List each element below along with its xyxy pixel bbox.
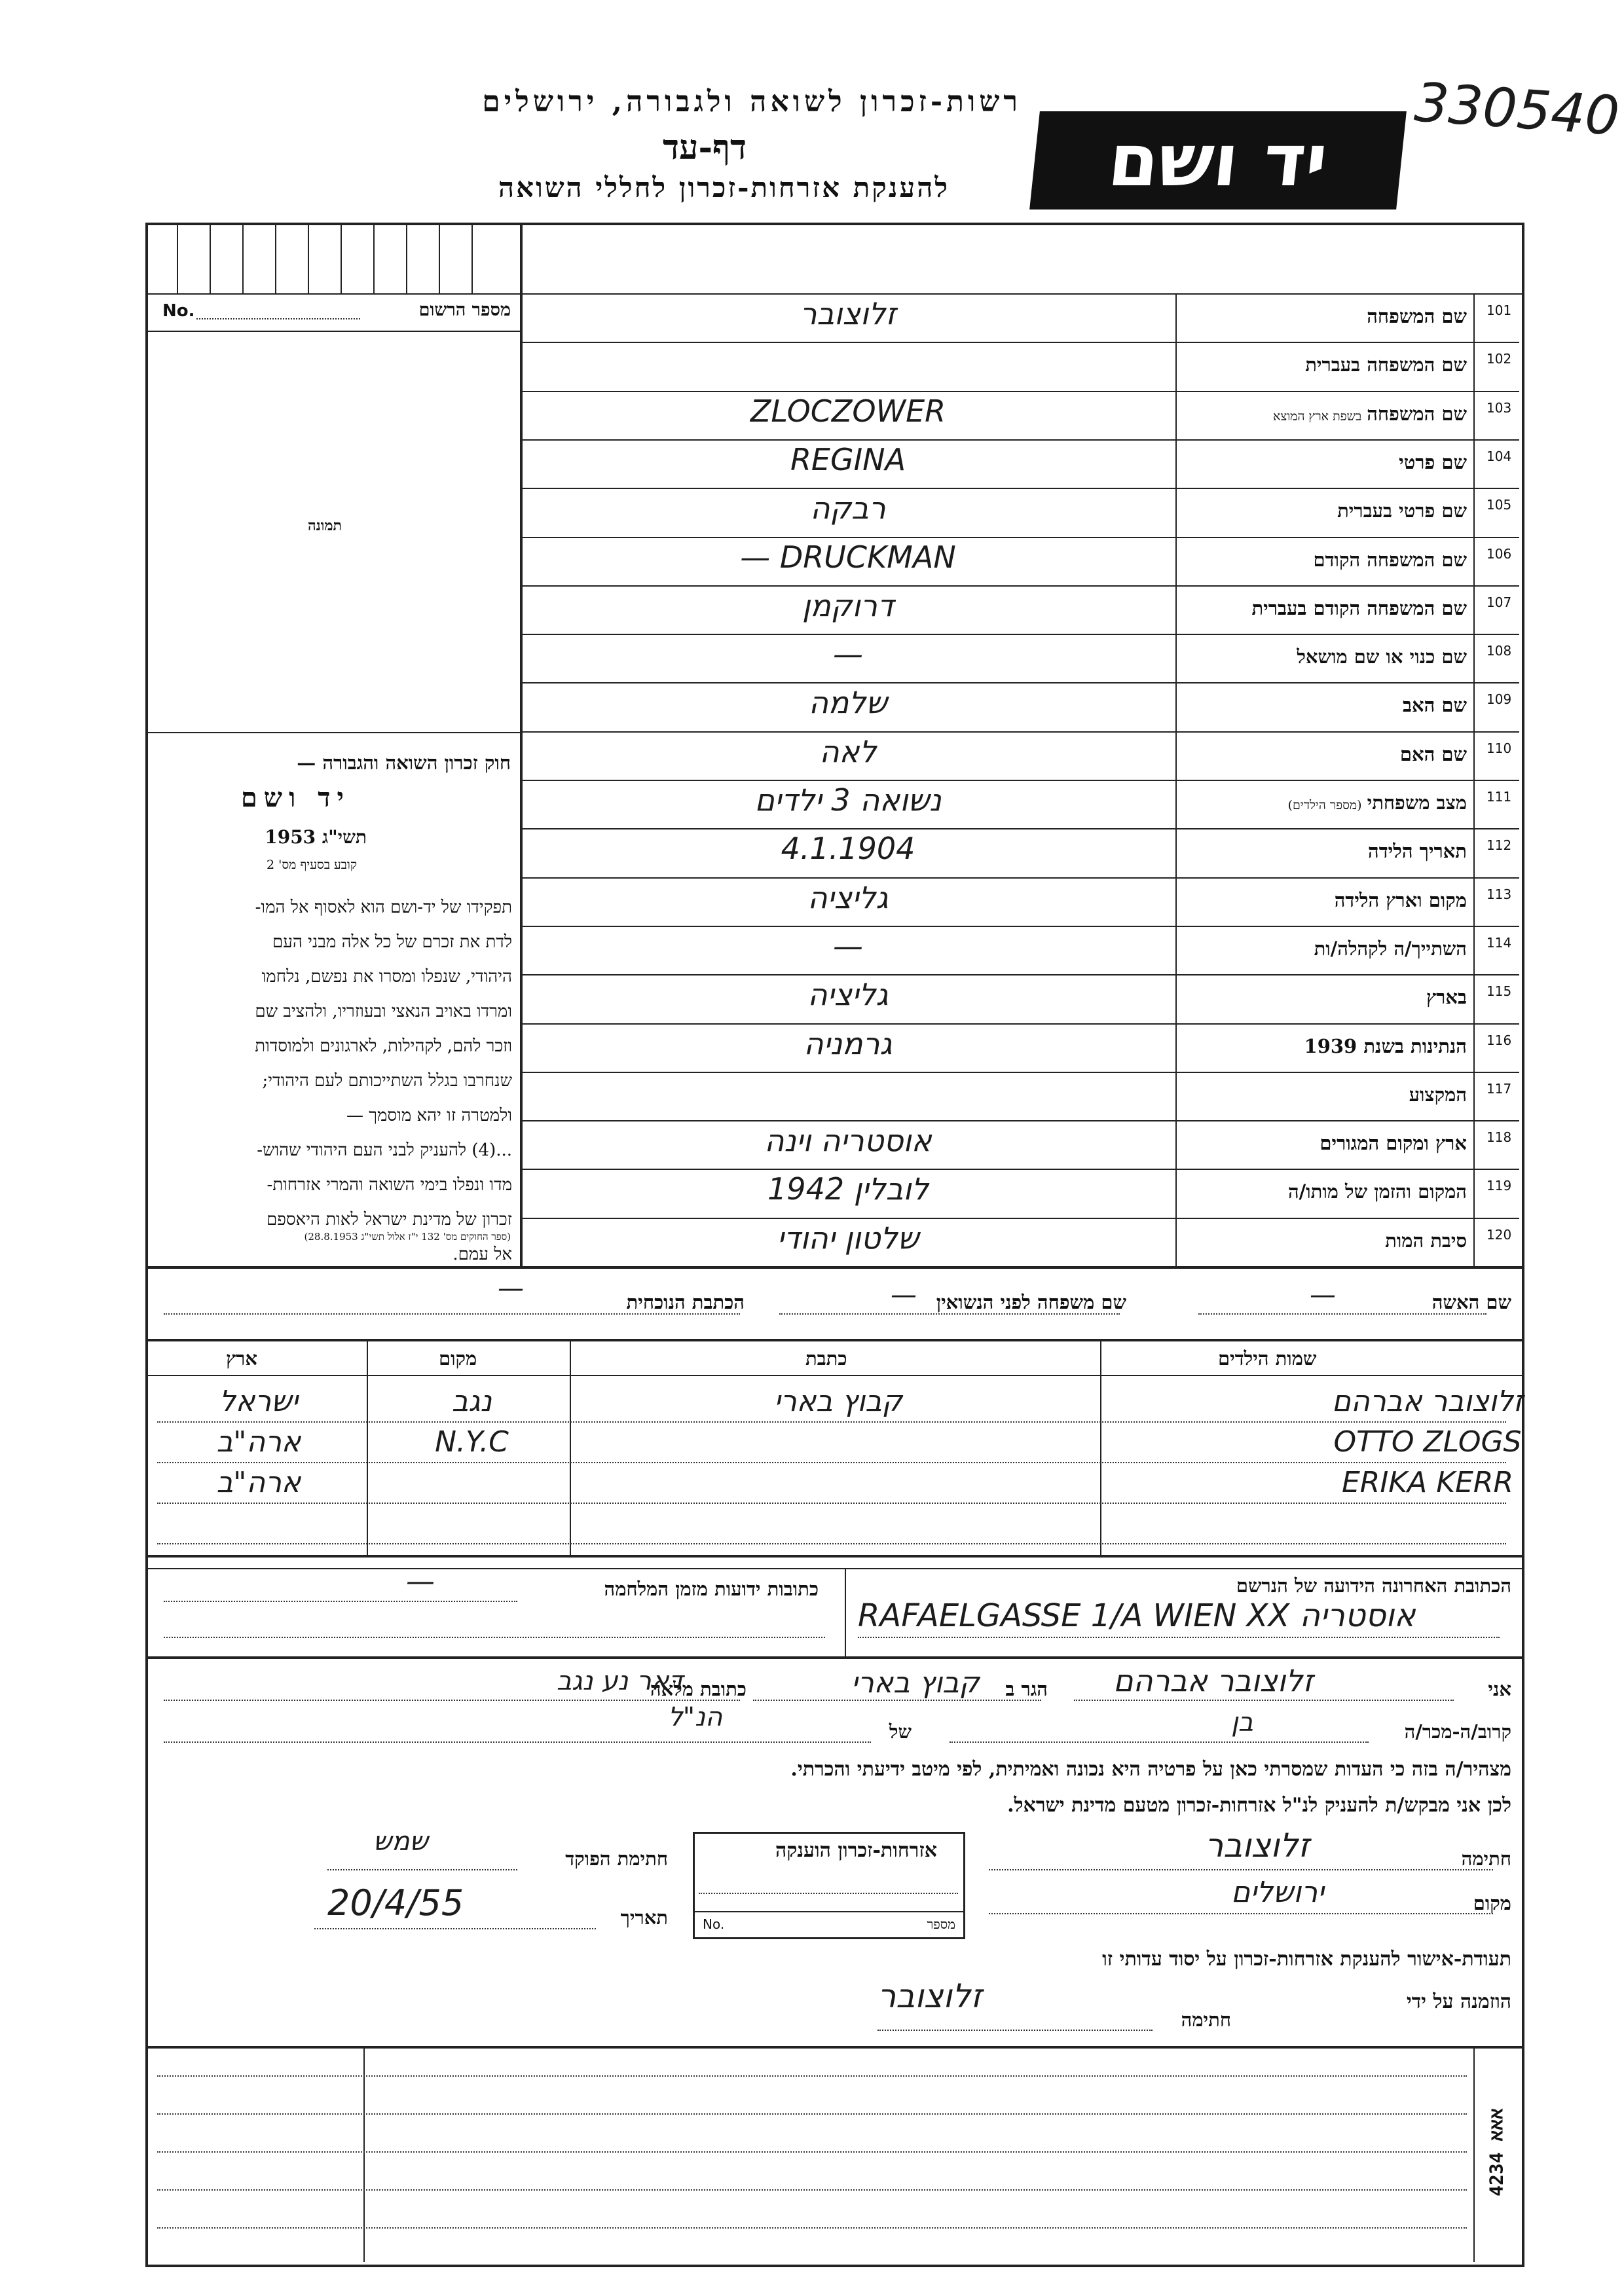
field-label bbox=[1337, 500, 1467, 522]
last-address-label: הכתובת האחרונה הידועה של הנרשם bbox=[1236, 1575, 1511, 1597]
row-divider bbox=[521, 731, 1519, 733]
row-divider bbox=[521, 634, 1519, 635]
row-divider bbox=[521, 585, 1519, 587]
field-value[interactable]: גליציה bbox=[807, 977, 889, 1013]
child-cell: ארה"ב bbox=[216, 1466, 301, 1499]
field-label-text: שם המשפחה הקודם בעברית bbox=[1251, 596, 1467, 619]
field-value[interactable]: ZLOCZOWER bbox=[750, 393, 946, 429]
footer-row-line[interactable] bbox=[157, 2113, 1467, 2115]
child-cell: OTTO ZLOGS bbox=[1333, 1425, 1522, 1459]
field-number: 120 bbox=[1486, 1226, 1512, 1243]
field-value[interactable]: גליציה bbox=[807, 879, 889, 915]
law-line: מדו ונפלו בימי השואה והמרי אזרחות- bbox=[267, 1175, 512, 1195]
child-cell: קבוץ בארי bbox=[774, 1385, 902, 1418]
divider bbox=[145, 1656, 1522, 1659]
place-label: מקום bbox=[1473, 1892, 1511, 1914]
row-divider bbox=[521, 974, 1519, 975]
footer-row-line[interactable] bbox=[157, 2189, 1467, 2191]
field-label-text: המקום והזמן של מותו/ה bbox=[1287, 1180, 1467, 1203]
org-title: רשות-זכרון לשואה ולגבורה, ירושלים bbox=[482, 85, 1022, 118]
field-value[interactable]: שלמה bbox=[808, 685, 888, 721]
relative-label: קרוב/ה-מכר/ה bbox=[1404, 1721, 1511, 1743]
field-number: 108 bbox=[1486, 643, 1512, 659]
wife-value: — bbox=[1310, 1280, 1336, 1310]
citizenship-box-no-label: מספר bbox=[927, 1916, 955, 1932]
field-label-text: שם האב bbox=[1402, 694, 1467, 717]
law-line: היהודי, שנפלו ומסרו את נפשם, נלחמו bbox=[261, 967, 512, 987]
date-value: 20/4/55 bbox=[327, 1882, 464, 1923]
field-number: 103 bbox=[1486, 399, 1512, 416]
children-header: שמות הילדים bbox=[1218, 1347, 1317, 1370]
law-line: ולמטרה זו יהא מוסמך — bbox=[346, 1106, 512, 1125]
maiden-name-field[interactable] bbox=[779, 1313, 1120, 1315]
field-number: 114 bbox=[1486, 934, 1512, 951]
yad-vashem-logo bbox=[1029, 111, 1407, 210]
row-divider bbox=[521, 877, 1519, 879]
field-label bbox=[1409, 1084, 1467, 1106]
law-text bbox=[158, 890, 512, 1272]
relative-field[interactable] bbox=[950, 1741, 1369, 1743]
reg-no-label: מספר הרשום bbox=[418, 300, 511, 320]
field-number: 111 bbox=[1486, 789, 1512, 805]
divider bbox=[145, 1339, 1522, 1341]
field-number: 102 bbox=[1486, 351, 1512, 367]
divider bbox=[145, 331, 521, 332]
footer-row-line[interactable] bbox=[157, 2227, 1467, 2229]
field-label bbox=[1367, 305, 1467, 328]
field-value[interactable]: אוסטריה וינה bbox=[764, 1123, 932, 1159]
resides-field[interactable] bbox=[753, 1700, 1041, 1701]
footer-row-line[interactable] bbox=[157, 2151, 1467, 2153]
field-label bbox=[1314, 938, 1467, 960]
cell-divider bbox=[242, 223, 244, 293]
field-label bbox=[1297, 646, 1467, 668]
field-number: 110 bbox=[1486, 740, 1512, 756]
field-value[interactable]: נשואה 3 ילדים bbox=[754, 782, 942, 818]
col-divider bbox=[845, 1568, 846, 1656]
law-line: וזכר להם, לקהילות, לארגונים ולמוסדות bbox=[255, 1036, 512, 1056]
cell-divider bbox=[341, 223, 342, 293]
field-label bbox=[1273, 403, 1467, 426]
logo-text: יד ושם bbox=[1104, 118, 1332, 202]
law-line: לדת את זכרם של כל אלה מבני העם bbox=[272, 932, 512, 952]
footer-side-text: אאא 4234 bbox=[1485, 2108, 1507, 2196]
row-divider bbox=[521, 828, 1519, 829]
field-value[interactable]: דרוקמן bbox=[802, 587, 895, 623]
row-divider bbox=[521, 1072, 1519, 1073]
child-row-line[interactable] bbox=[157, 1462, 1506, 1463]
signature-label: חתימה bbox=[1461, 1848, 1511, 1870]
officer-label: חתימת הפוקד bbox=[565, 1848, 668, 1870]
citizenship-box-field[interactable] bbox=[699, 1893, 958, 1894]
row-divider bbox=[521, 1023, 1519, 1025]
field-label-sub: (מספר הילדים) bbox=[1287, 798, 1362, 812]
declarant-name: זלוצובר אברהם bbox=[1113, 1663, 1314, 1698]
last-address-field bbox=[858, 1637, 1500, 1638]
field-value[interactable]: לובלין 1942 bbox=[767, 1171, 929, 1207]
field-number: 119 bbox=[1486, 1178, 1512, 1194]
resides-value: קבוץ בארי bbox=[851, 1666, 980, 1700]
citizenship-box-no: No. bbox=[703, 1916, 725, 1932]
of-label: של bbox=[889, 1721, 912, 1743]
of-value: הנ"ל bbox=[668, 1702, 723, 1732]
row-divider bbox=[521, 926, 1519, 927]
field-label-text: שם פרטי bbox=[1399, 450, 1467, 473]
row-divider bbox=[521, 342, 1519, 343]
field-label bbox=[1368, 840, 1467, 863]
citizenship-box bbox=[693, 1832, 965, 1939]
field-number: 107 bbox=[1486, 594, 1512, 610]
statement-1: מצהיר/ה בזה כי העדות שמסרתי כאן על פרטיה היא נכונה ואמיתית, לפי מיטב ידיעתי והכרתי. bbox=[790, 1758, 1511, 1781]
field-label bbox=[1288, 792, 1467, 814]
field-value[interactable]: גרמניה bbox=[803, 1025, 893, 1061]
row-divider bbox=[521, 1218, 1519, 1219]
field-label bbox=[1313, 549, 1467, 572]
stamp-number: 330540 bbox=[1412, 71, 1621, 148]
relative-value: בן bbox=[1231, 1707, 1254, 1738]
divider bbox=[145, 293, 1522, 295]
declarant-label: אני bbox=[1488, 1678, 1511, 1700]
row-divider bbox=[521, 682, 1519, 683]
field-number: 112 bbox=[1486, 837, 1512, 854]
law-footnote: (ספר החוקים מס' 132 י"ז אלול תשי"ג 28.8.1953) bbox=[304, 1231, 511, 1243]
last-address-value[interactable]: RAFAELGASSE 1/A WIEN XX אוסטריה bbox=[858, 1597, 1416, 1634]
field-value[interactable]: רבקה bbox=[810, 490, 886, 526]
divider bbox=[145, 1266, 1522, 1269]
child-row-line[interactable] bbox=[157, 1543, 1506, 1544]
field-label-text: שם המשפחה bbox=[1367, 305, 1467, 327]
law-line: שנחרבו בגלל השתייכותם לעם היהודי; bbox=[262, 1071, 512, 1091]
certificate-signature-label: חתימה bbox=[1181, 2009, 1231, 2031]
field-value[interactable]: — bbox=[833, 636, 863, 672]
footer-row-line[interactable] bbox=[157, 2075, 1467, 2077]
law-title: חוק זכרון השואה והגבורה — bbox=[297, 752, 511, 774]
field-label bbox=[1304, 1035, 1467, 1058]
field-number: 104 bbox=[1486, 448, 1512, 464]
full-address-field[interactable] bbox=[164, 1700, 740, 1701]
divider bbox=[145, 732, 521, 733]
law-year: תשי"ג 1953 bbox=[265, 826, 367, 848]
field-label-sub: בשפת ארץ המוצא bbox=[1272, 409, 1362, 424]
law-line: ומרדו באויב הנאצי ובעוזריו, ולהציב שם bbox=[255, 1002, 512, 1021]
cell-divider bbox=[439, 223, 440, 293]
field-label-text: שם המשפחה הקודם bbox=[1313, 548, 1467, 571]
row-divider bbox=[521, 537, 1519, 538]
field-label bbox=[1403, 694, 1467, 717]
war-address-label: כתובות ידועות מזמן המלחמה bbox=[604, 1578, 819, 1600]
field-label bbox=[1320, 1132, 1467, 1155]
signature-field[interactable] bbox=[989, 1869, 1493, 1870]
resides-label: הגר ב bbox=[1005, 1678, 1048, 1700]
field-label bbox=[1305, 354, 1467, 376]
date-field[interactable] bbox=[314, 1928, 596, 1929]
field-value[interactable]: DRUCKMAN — bbox=[740, 539, 956, 575]
field-number: 105 bbox=[1486, 497, 1512, 513]
children-header: ארץ bbox=[226, 1347, 257, 1370]
field-label-text: תאריך הלידה bbox=[1368, 840, 1467, 863]
field-value[interactable]: זלוצובר bbox=[800, 296, 896, 331]
wife-label: שם האשה bbox=[1431, 1291, 1511, 1313]
field-label-text: בארץ bbox=[1426, 986, 1467, 1009]
field-number: 116 bbox=[1486, 1032, 1512, 1048]
child-cell: ארה"ב bbox=[216, 1425, 301, 1459]
current-address-value: — bbox=[498, 1273, 524, 1303]
wife-field[interactable] bbox=[1198, 1313, 1486, 1315]
certificate-line-1: תעודת-אישור להענקת אזרחות-זכרון על יסוד עדותי זו bbox=[1102, 1948, 1511, 1971]
field-label-text: שם פרטי בעברית bbox=[1337, 500, 1467, 522]
child-cell: זלוצובר אברהם bbox=[1331, 1385, 1524, 1418]
child-cell: N.Y.C bbox=[435, 1425, 509, 1459]
field-label-text: הנתינות בשנת 1939 bbox=[1304, 1034, 1467, 1057]
row-divider bbox=[521, 391, 1519, 392]
col-divider bbox=[363, 2046, 365, 2262]
full-address-label: כתובת מלאה bbox=[650, 1678, 747, 1700]
divider bbox=[145, 1375, 1522, 1376]
field-label bbox=[1288, 1180, 1467, 1203]
field-value[interactable]: — bbox=[833, 928, 863, 964]
law-line: ...(4) להעניק לבני העם היהודי שהוש- bbox=[257, 1140, 512, 1160]
date-label: תאריך bbox=[620, 1906, 668, 1929]
form-subtitle: להענקת אזרחות-זכרון לחללי השואה bbox=[498, 172, 950, 204]
field-label-text: השתייך/ה לקהלה/ות bbox=[1314, 937, 1467, 960]
current-address-label: הכתבת הנוכחית bbox=[626, 1291, 745, 1313]
cell-divider bbox=[373, 223, 375, 293]
form-title: דף-עד bbox=[663, 128, 747, 168]
footer-side-code bbox=[1477, 2056, 1517, 2252]
declarant-field[interactable] bbox=[1074, 1700, 1454, 1701]
field-value[interactable]: לאה bbox=[819, 733, 877, 769]
children-header: מקום bbox=[439, 1347, 477, 1370]
field-number: 101 bbox=[1486, 302, 1512, 318]
children-header: כתבת bbox=[805, 1347, 847, 1370]
full-address-value: דאר נע נגב bbox=[557, 1666, 684, 1696]
field-number: 117 bbox=[1486, 1080, 1512, 1097]
certificate-signature-field[interactable] bbox=[877, 2030, 1153, 2031]
field-label-text: שם המשפחה בעברית bbox=[1305, 354, 1467, 376]
cell-divider bbox=[471, 223, 473, 293]
field-label-text: שם המשפחה bbox=[1367, 402, 1467, 425]
field-label bbox=[1399, 451, 1467, 474]
certificate-line-2: הוזמנה על ידי bbox=[1406, 1990, 1511, 2013]
photo-label: תמונה bbox=[308, 517, 342, 534]
law-name: יד ושם bbox=[240, 782, 350, 813]
field-label-text: מצב משפחתי bbox=[1367, 792, 1467, 814]
law-line: זכרון של מדינת ישראל לאות היאספם bbox=[267, 1210, 512, 1230]
signature-value: זלוצובר bbox=[1205, 1827, 1310, 1865]
place-field[interactable] bbox=[989, 1913, 1493, 1914]
divider bbox=[145, 1555, 1522, 1558]
field-label-text: שם האם bbox=[1399, 742, 1467, 765]
field-number: 109 bbox=[1486, 691, 1512, 708]
field-label bbox=[1400, 743, 1467, 766]
field-number: 113 bbox=[1486, 886, 1512, 902]
cell-divider bbox=[308, 223, 309, 293]
statement-2: לכן אני מבקש/ת להעניק לנ"ל אזרחות-זכרון מטעם מדינת ישראל. bbox=[1007, 1794, 1511, 1817]
reg-no-prefix: No. bbox=[162, 301, 195, 321]
field-label-text: מקום וארץ הלידה bbox=[1334, 888, 1467, 911]
col-divider bbox=[1100, 1339, 1101, 1555]
current-address-field[interactable] bbox=[164, 1313, 740, 1315]
field-label-text: שם כנוי או שם מושאל bbox=[1297, 646, 1467, 668]
law-ref: קובע בסעיף מס' 2 bbox=[267, 858, 357, 872]
row-divider bbox=[521, 1169, 1519, 1170]
row-divider bbox=[521, 780, 1519, 781]
child-cell: נגב bbox=[451, 1385, 492, 1418]
row-divider bbox=[521, 1120, 1519, 1121]
field-value[interactable]: שלטון יהודי bbox=[777, 1220, 919, 1256]
cell-divider bbox=[210, 223, 211, 293]
cell-divider bbox=[177, 223, 178, 293]
field-label bbox=[1426, 986, 1467, 1009]
officer-value: שמש bbox=[373, 1827, 428, 1857]
child-row-line[interactable] bbox=[157, 1503, 1506, 1504]
field-label bbox=[1385, 1230, 1467, 1252]
child-row-line[interactable] bbox=[157, 1421, 1506, 1423]
maiden-name-value: — bbox=[891, 1280, 917, 1310]
war-address-field[interactable] bbox=[164, 1637, 825, 1638]
divider bbox=[695, 1911, 963, 1912]
cell-divider bbox=[275, 223, 276, 293]
field-label bbox=[1251, 597, 1467, 620]
field-label-text: סיבת המות bbox=[1385, 1229, 1467, 1252]
col-divider bbox=[367, 1339, 368, 1555]
maiden-name-label: שם משפחה לפני הנשואין bbox=[936, 1291, 1126, 1313]
divider bbox=[520, 223, 523, 1266]
field-label-text: המקצוע bbox=[1409, 1083, 1467, 1106]
war-address-value: — bbox=[406, 1565, 435, 1598]
of-field[interactable] bbox=[164, 1741, 871, 1743]
field-number: 106 bbox=[1486, 545, 1512, 562]
cell-divider bbox=[406, 223, 407, 293]
field-number: 118 bbox=[1486, 1129, 1512, 1146]
col-divider bbox=[570, 1339, 571, 1555]
divider bbox=[145, 1568, 1522, 1569]
law-line: תפקידו של יד-ושם הוא לאסוף אל המו- bbox=[255, 898, 512, 917]
officer-field[interactable] bbox=[327, 1869, 517, 1870]
field-label bbox=[1335, 889, 1467, 912]
field-label-text: ארץ ומקום המגורים bbox=[1320, 1132, 1467, 1155]
row-divider bbox=[521, 488, 1519, 489]
child-cell: ERIKA KERR bbox=[1341, 1466, 1514, 1499]
field-number: 115 bbox=[1486, 983, 1512, 1000]
col-divider bbox=[1473, 2046, 1475, 2262]
reg-no-field[interactable] bbox=[196, 318, 360, 319]
field-value[interactable]: REGINA bbox=[790, 441, 906, 477]
divider bbox=[145, 2046, 1522, 2049]
certificate-signature-value: זלוצובר bbox=[877, 1977, 982, 2015]
place-value: ירושלים bbox=[1231, 1876, 1324, 1909]
child-cell: ישראל bbox=[219, 1385, 299, 1418]
row-divider bbox=[521, 439, 1519, 441]
citizenship-box-title: אזרחות-זכרון הוענקה bbox=[775, 1839, 937, 1862]
law-line: אל עמם. bbox=[452, 1245, 512, 1264]
field-value[interactable]: 4.1.1904 bbox=[781, 831, 915, 867]
war-address-field[interactable] bbox=[164, 1601, 517, 1602]
